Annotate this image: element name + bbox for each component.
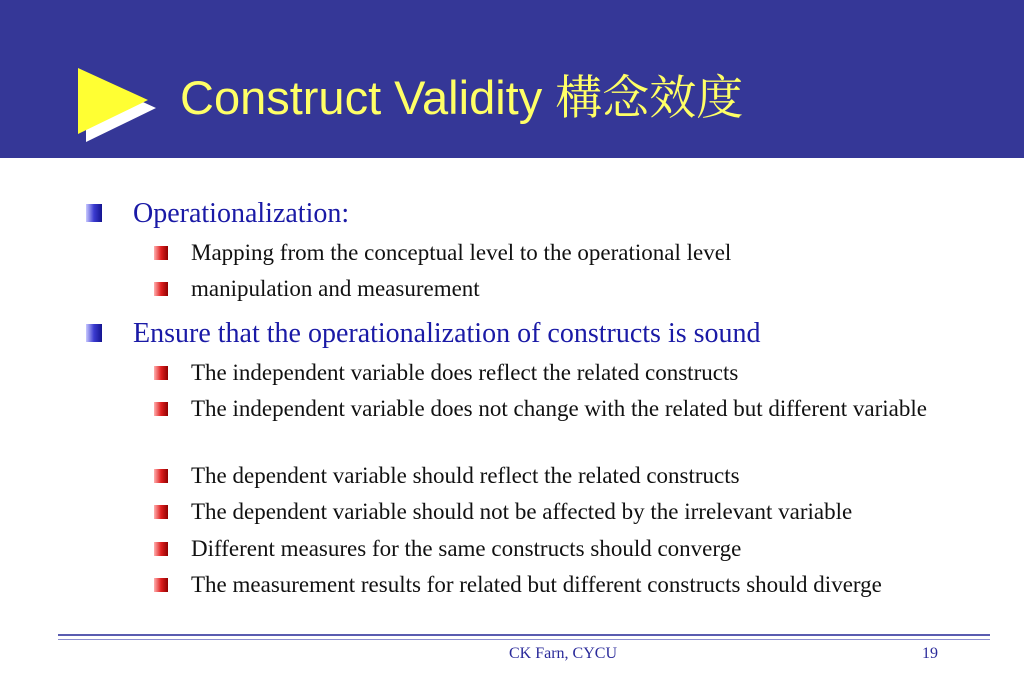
footer-author: CK Farn, CYCU bbox=[508, 645, 617, 662]
square-bullet-icon bbox=[154, 282, 168, 296]
footer-divider bbox=[58, 639, 990, 640]
square-bullet-icon bbox=[154, 402, 168, 416]
slide-header bbox=[0, 0, 1024, 158]
square-bullet-icon bbox=[154, 542, 168, 556]
sub-bullet-text: The measurement results for related but different constructs should diverge bbox=[191, 572, 882, 597]
square-bullet-icon bbox=[154, 246, 168, 260]
play-arrow-icon bbox=[72, 64, 162, 148]
square-bullet-icon bbox=[154, 505, 168, 519]
sub-bullet-text: Different measures for the same constructs should converge bbox=[191, 536, 742, 561]
footer-divider bbox=[58, 634, 990, 636]
bullet-item-text: Ensure that the operationalization of constructs is sound bbox=[133, 318, 761, 349]
sub-bullet-text: The dependent variable should reflect the related constructs bbox=[191, 463, 740, 488]
square-bullet-icon bbox=[86, 324, 102, 342]
page-number: 19 bbox=[922, 645, 938, 662]
square-bullet-icon bbox=[154, 578, 168, 592]
sub-bullet-text: The independent variable does reflect the related constructs bbox=[191, 360, 739, 385]
square-bullet-icon bbox=[154, 366, 168, 380]
square-bullet-icon bbox=[154, 469, 168, 483]
sub-bullet-text: manipulation and measurement bbox=[191, 276, 480, 301]
bullet-item-text: Operationalization: bbox=[133, 198, 350, 229]
slide-title: Construct Validity 構念效度 bbox=[180, 71, 744, 124]
sub-bullet-text: The dependent variable should not be affected by the irrelevant variable bbox=[191, 499, 853, 524]
sub-bullet-text: The independent variable does not change with the related but different variable bbox=[191, 396, 927, 421]
sub-bullet-text: Mapping from the conceptual level to the operational level bbox=[191, 240, 732, 265]
square-bullet-icon bbox=[86, 204, 102, 222]
